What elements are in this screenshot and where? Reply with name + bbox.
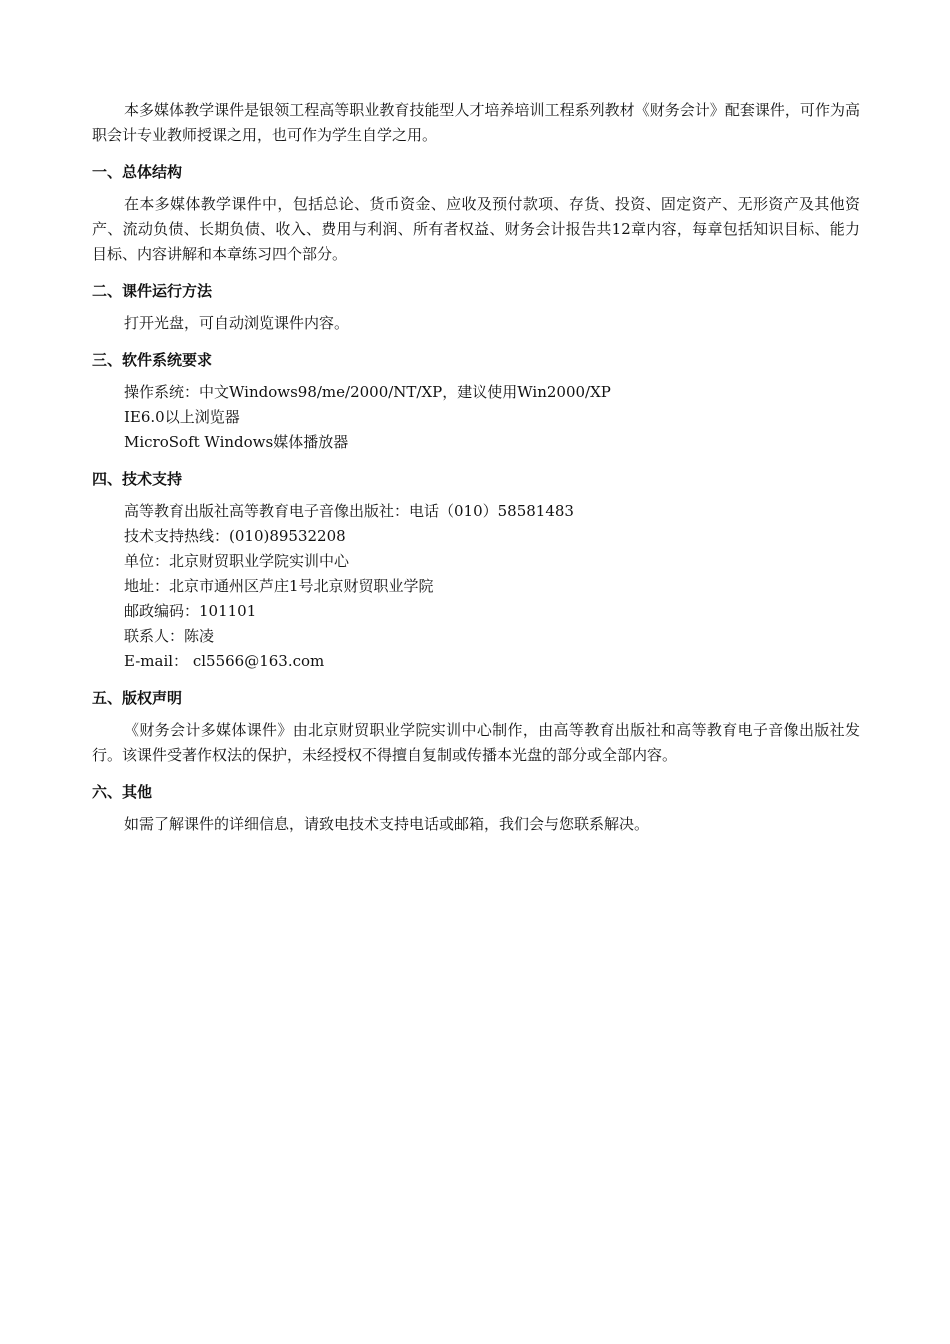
- section-run-method: [92, 281, 860, 336]
- contact-postcode: 邮政编码：101101: [124, 602, 257, 620]
- requirement-line: IE6.0以上浏览器: [124, 408, 240, 426]
- contact-address: 地址：北京市通州区芦庄1号北京财贸职业学院: [124, 577, 434, 595]
- section-heading: 二、课件运行方法: [92, 282, 213, 300]
- section-system-requirements: [92, 350, 860, 455]
- section-heading: 五、版权声明: [92, 689, 183, 707]
- contact-hotline: 技术支持热线：(010)89532208: [124, 527, 346, 545]
- intro-paragraph: 本多媒体教学课件是银领工程高等职业教育技能型人才培养培训工程系列教材《财务会计》配套课件，可作为高职会计专业教师授课之用，也可作为学生自学之用。: [92, 101, 860, 144]
- contact-email: E-mail： cl5566@163.com: [124, 652, 325, 670]
- section-body: 在本多媒体教学课件中，包括总论、货币资金、应收及预付款项、存货、投资、固定资产、无形资产及其他资产、流动负债、长期负债、收入、费用与利润、所有者权益、财务会计报告共12章内容，每章包括知识目标、能力目标、内容讲解和本章练习四个部分。: [92, 195, 860, 263]
- section-structure: [92, 162, 860, 267]
- section-body: 打开光盘，可自动浏览课件内容。: [124, 314, 350, 332]
- section-heading: 六、其他: [92, 783, 153, 801]
- section-body: 如需了解课件的详细信息，请致电技术支持电话或邮箱，我们会与您联系解决。: [124, 815, 650, 833]
- requirements-list: [92, 380, 860, 455]
- section-heading: 三、软件系统要求: [92, 351, 213, 369]
- section-heading: 一、总体结构: [92, 163, 183, 181]
- requirement-line: MicroSoft Windows媒体播放器: [124, 433, 349, 451]
- section-body: 《财务会计多媒体课件》由北京财贸职业学院实训中心制作，由高等教育出版社和高等教育电子音像出版社发行。该课件受著作权法的保护，未经授权不得擅自复制或传播本光盘的部分或全部内容。: [92, 721, 860, 764]
- contact-publisher-phone: 高等教育出版社高等教育电子音像出版社：电话（010）58581483: [124, 502, 574, 520]
- section-tech-support: [92, 469, 860, 674]
- document-page: [92, 98, 860, 837]
- section-other: [92, 782, 860, 837]
- section-copyright: [92, 688, 860, 768]
- contact-unit: 单位：北京财贸职业学院实训中心: [124, 552, 350, 570]
- contact-list: [92, 499, 860, 674]
- section-heading: 四、技术支持: [92, 470, 183, 488]
- requirement-line: 操作系统：中文Windows98/me/2000/NT/XP，建议使用Win2000/XP: [124, 383, 611, 401]
- contact-person: 联系人：陈凌: [124, 627, 215, 645]
